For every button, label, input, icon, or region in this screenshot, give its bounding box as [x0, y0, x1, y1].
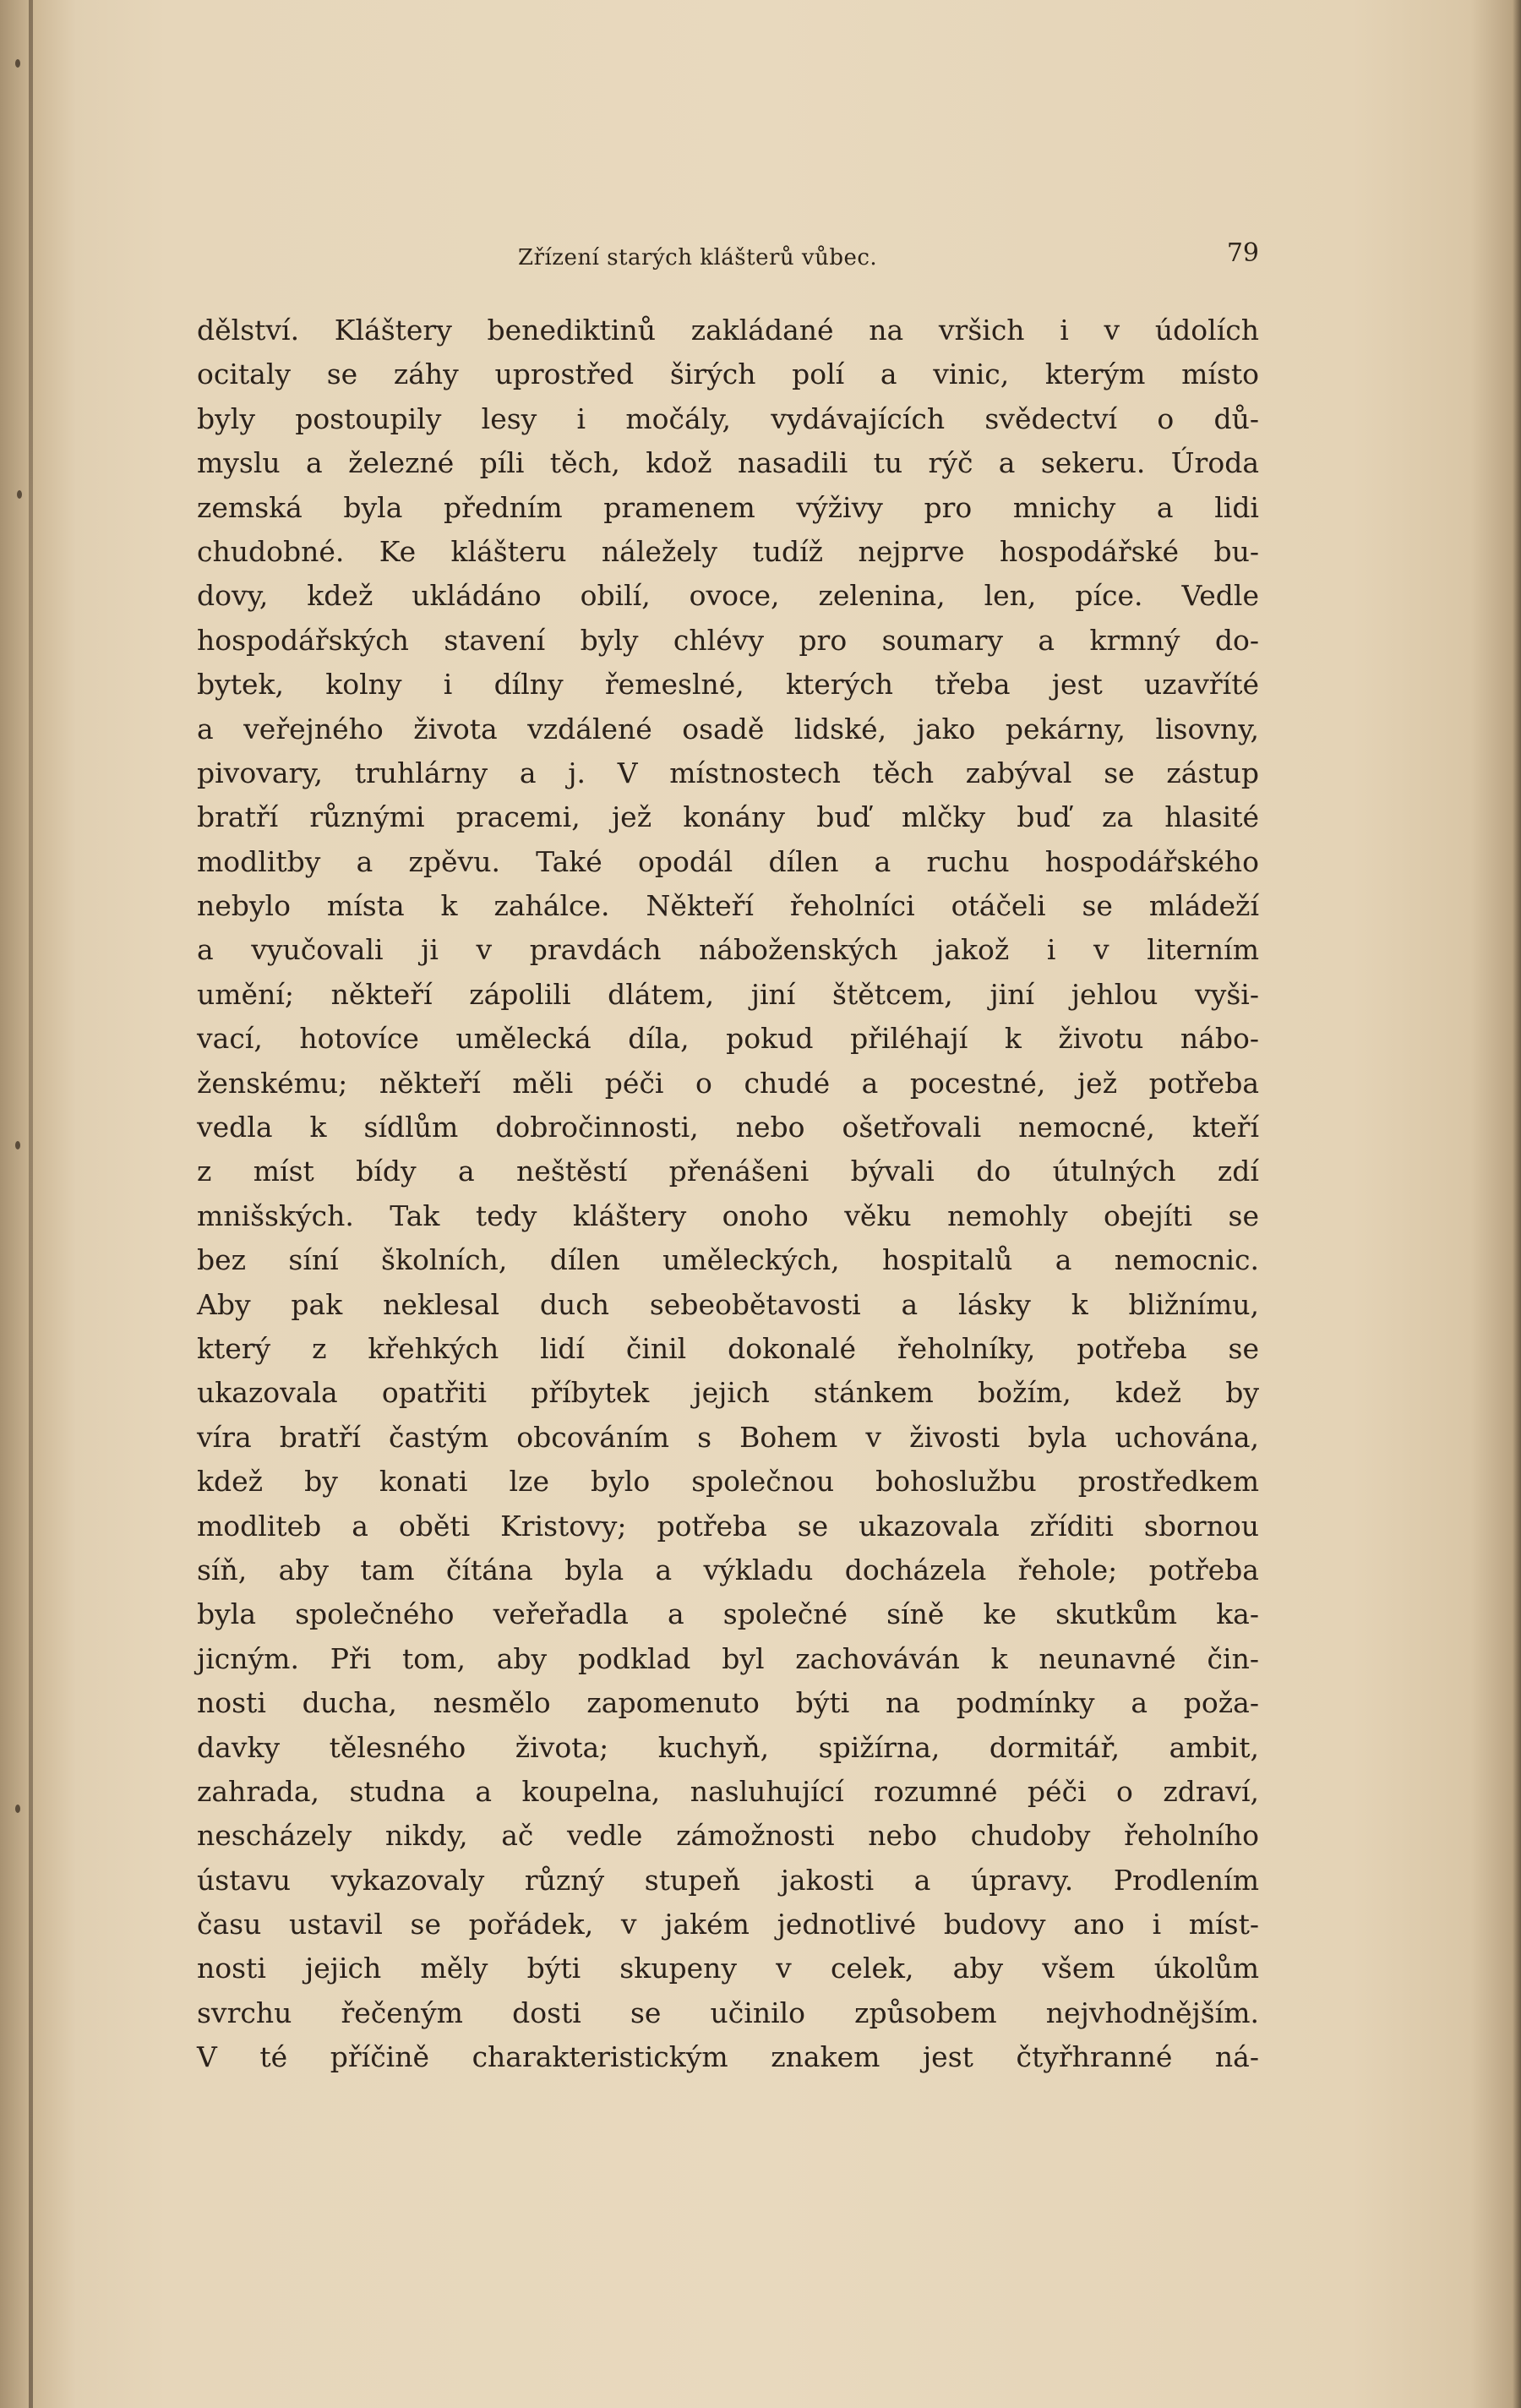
- page-header: [197, 238, 1259, 279]
- text-line: nescházely nikdy, ač vedle zámožnosti nebo chudoby řeholního: [197, 1819, 1259, 1853]
- text-line: jicným. Při tom, aby podklad byl zachováván k neunavné čin-: [197, 1641, 1259, 1675]
- margin-speck: [15, 1141, 20, 1149]
- text-line: bez síní školních, dílen uměleckých, hospitalů a nemocnic.: [197, 1243, 1259, 1277]
- body-text: [197, 309, 1259, 2080]
- text-line: nosti ducha, nesmělo zapomenuto býti na podmínky a poža-: [197, 1686, 1259, 1720]
- text-line: dělství. Kláštery benediktinů zakládané na vršich i v údolích: [197, 314, 1259, 347]
- text-line: pivovary, truhlárny a j. V místnostech těch zabýval se zástup: [197, 756, 1259, 789]
- text-line: dovy, kdež ukládáno obilí, ovoce, zelenina, len, píce. Vedle: [197, 579, 1259, 613]
- text-line: ženskému; někteří měli péči o chudé a pocestné, jež potřeba: [197, 1066, 1259, 1100]
- text-line: nosti jejich měly býti skupeny v celek, aby všem úkolům: [197, 1952, 1259, 1985]
- text-line: V té příčině charakteristickým znakem jest čtyřhranné ná-: [197, 2040, 1259, 2074]
- text-line: byla společného veřeřadla a společné síně ke skutkům ka-: [197, 1597, 1259, 1631]
- running-title: Zřízení starých klášterů vůbec.: [518, 245, 878, 270]
- text-line: umění; někteří zápolili dlátem, jiní štětcem, jiní jehlou vyši-: [197, 977, 1259, 1011]
- text-line: Aby pak neklesal duch sebeobětavosti a lásky k bližnímu,: [197, 1287, 1259, 1321]
- text-line: síň, aby tam čítána byla a výkladu docházela řehole; potřeba: [197, 1553, 1259, 1586]
- text-line: myslu a železné píli těch, kdož nasadili tu rýč a sekeru. Úroda: [197, 446, 1259, 480]
- text-line: ústavu vykazovaly různý stupeň jakosti a úpravy. Prodlením: [197, 1863, 1259, 1897]
- text-line: a vyučovali ji v pravdách náboženských jakož i v literním: [197, 933, 1259, 967]
- text-line: modliteb a oběti Kristovy; potřeba se ukazovala zříditi sbornou: [197, 1509, 1259, 1543]
- page-number: 79: [1226, 238, 1259, 268]
- text-line: z míst bídy a neštěstí přenášeni bývali do útulných zdí: [197, 1155, 1259, 1188]
- text-line: mnišských. Tak tedy kláštery onoho věku nemohly obejíti se: [197, 1199, 1259, 1232]
- margin-speck: [15, 1805, 20, 1813]
- text-line: nebylo místa k zahálce. Někteří řeholníci otáčeli se mládeží: [197, 889, 1259, 923]
- text-line: svrchu řečeným dosti se učinilo způsobem nejvhodnějším.: [197, 1996, 1259, 2029]
- text-line: ukazovala opatřiti příbytek jejich stánkem božím, kdež by: [197, 1376, 1259, 1410]
- binding-gutter: [29, 0, 33, 2408]
- text-line: chudobné. Ke klášteru náležely tudíž nejprve hospodářské bu-: [197, 534, 1259, 568]
- text-line: který z křehkých lidí činil dokonalé řeholníky, potřeba se: [197, 1331, 1259, 1365]
- text-line: ocitaly se záhy uprostřed širých polí a vinic, kterým místo: [197, 358, 1259, 391]
- text-line: davky tělesného života; kuchyň, spižírna, dormitář, ambit,: [197, 1730, 1259, 1764]
- text-line: modlitby a zpěvu. Také opodál dílen a ruchu hospodářského: [197, 844, 1259, 878]
- text-line: a veřejného života vzdálené osadě lidské, jako pekárny, lisovny,: [197, 712, 1259, 745]
- text-line: byly postoupily lesy i močály, vydávajících svědectví o dů-: [197, 401, 1259, 435]
- text-line: hospodářských stavení byly chlévy pro soumary a krmný do-: [197, 623, 1259, 657]
- text-line: zemská byla předním pramenem výživy pro mnichy a lidi: [197, 490, 1259, 524]
- text-line: víra bratří častým obcováním s Bohem v živosti byla uchována,: [197, 1420, 1259, 1454]
- margin-speck: [17, 490, 22, 499]
- text-line: bytek, kolny i dílny řemeslné, kterých třeba jest uzavříté: [197, 668, 1259, 702]
- text-line: kdež by konati lze bylo společnou bohoslužbu prostředkem: [197, 1465, 1259, 1499]
- margin-speck: [15, 59, 20, 68]
- text-line: zahrada, studna a koupelna, nasluhující rozumné péči o zdraví,: [197, 1774, 1259, 1808]
- text-line: vací, hotovíce umělecká díla, pokud přiléhají k životu nábo-: [197, 1022, 1259, 1056]
- text-line: času ustavil se pořádek, v jakém jednotlivé budovy ano i míst-: [197, 1908, 1259, 1941]
- text-line: bratří různými pracemi, jež konány buď mlčky buď za hlasité: [197, 800, 1259, 834]
- text-line: vedla k sídlům dobročinnosti, nebo ošetřovali nemocné, kteří: [197, 1111, 1259, 1144]
